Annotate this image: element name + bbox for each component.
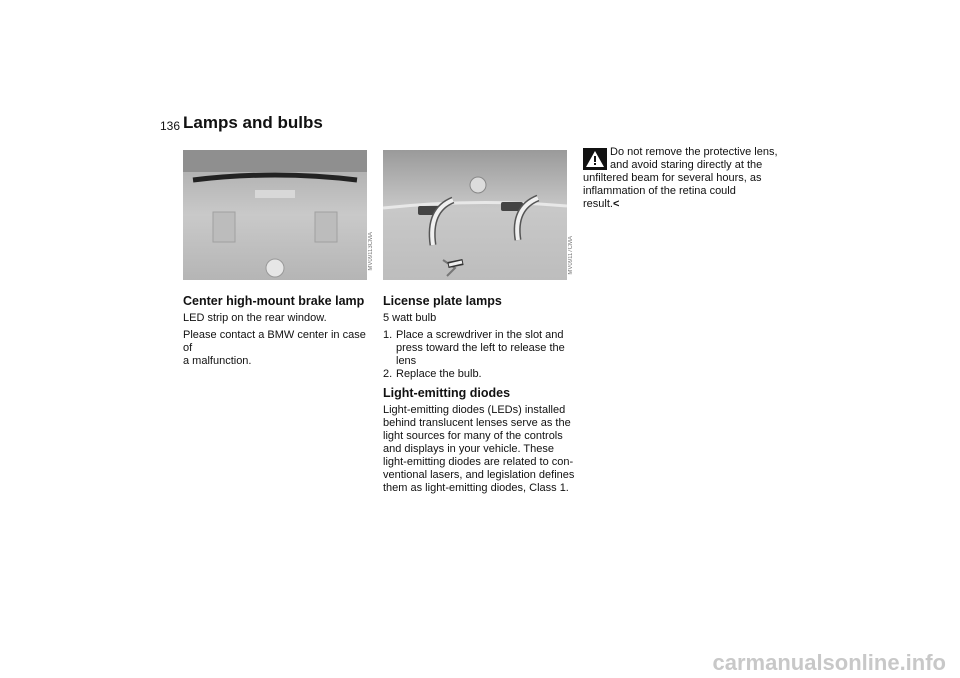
page-number: 136 — [160, 119, 181, 133]
license-plate-heading: License plate lamps — [383, 294, 502, 308]
bulb-text: 5 watt bulb — [383, 312, 437, 324]
text-line: Place a screwdriver in the slot and — [396, 329, 564, 341]
text-line: a malfunction. — [183, 355, 252, 367]
watermark: carmanualsonline.info — [712, 650, 946, 675]
brake-lamp-heading: Center high-mount brake lamp — [183, 294, 365, 308]
text-line: Light-emitting diodes (LEDs) installed — [383, 404, 566, 416]
text-line — [583, 198, 781, 211]
text-line: LED strip on the rear window. — [183, 312, 327, 324]
step-number: 1. — [383, 329, 393, 341]
text-line: and avoid staring directly at the — [610, 159, 763, 171]
steps-list — [383, 329, 578, 381]
end-mark: < — [612, 198, 620, 210]
text-line: Replace the bulb. — [396, 368, 482, 380]
text-line: Please contact a BMW center in case of — [183, 329, 366, 354]
text-line: unfiltered beam for several hours, as — [583, 172, 762, 184]
image-code: MV09117CMA — [568, 236, 574, 275]
text-line: light-emitting diodes are related to con- — [383, 456, 574, 468]
text-line: Do not remove the protective lens, — [610, 146, 778, 158]
page-title: Lamps and bulbs — [183, 113, 323, 132]
text-line: press toward the left to release the — [396, 342, 565, 354]
led-text — [383, 404, 583, 495]
brake-lamp-photo — [183, 150, 367, 280]
brake-lamp-text — [183, 312, 373, 368]
list-item — [383, 368, 578, 381]
text-line: them as light-emitting diodes, Class 1. — [383, 482, 569, 494]
list-item — [383, 329, 578, 368]
license-plate-lamps-photo — [383, 150, 567, 280]
warning-text — [583, 146, 781, 211]
text-line: and displays in your vehicle. These — [383, 443, 555, 455]
text-line: light sources for many of the controls — [383, 430, 563, 442]
text-line-end: result. — [583, 198, 613, 210]
step-number: 2. — [383, 368, 393, 380]
text-line: ventional lasers, and legislation defines — [383, 469, 575, 481]
image-code: MV09113CMA — [368, 232, 374, 271]
text-line: lens — [396, 355, 417, 367]
led-heading: Light-emitting diodes — [383, 386, 511, 400]
text-line: behind translucent lenses serve as the — [383, 417, 571, 429]
text-line: inflammation of the retina could — [583, 185, 736, 197]
